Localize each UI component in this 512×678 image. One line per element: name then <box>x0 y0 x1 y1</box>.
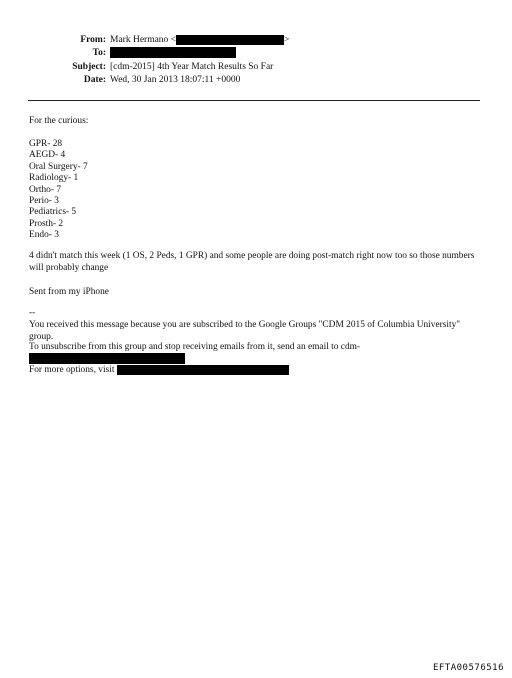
redacted-unsubscribe-address <box>29 353 185 364</box>
to-row <box>26 47 486 60</box>
from-label: From: <box>80 35 106 45</box>
date-value: Wed, 30 Jan 2013 18:07:11 +0000 <box>110 75 241 85</box>
list-item: AEGD- 4 <box>29 150 66 161</box>
subject-label: Subject: <box>72 62 106 72</box>
date-label: Date: <box>83 75 106 85</box>
list-item: Ortho- 7 <box>29 184 62 195</box>
to-label: To: <box>92 48 106 58</box>
groups-notice-text: You received this message because you are subscribed to the Google Groups "CDM 2015 of Columbia University" group. <box>29 320 461 342</box>
redacted-options-url <box>117 365 289 375</box>
note-paragraph <box>29 251 479 274</box>
more-options <box>29 365 479 377</box>
note-text: 4 didn't match this week (1 OS, 2 Peds, 1 GPR) and some people are doing post-match right now too so those numbers will probably change <box>29 251 475 273</box>
list-item: Oral Surgery- 7 <box>29 161 88 172</box>
intro-line: For the curious: <box>29 116 89 126</box>
subject-row <box>26 61 486 74</box>
intro-text <box>29 116 479 128</box>
list-item: Prosth- 2 <box>29 218 64 229</box>
more-options-text: For more options, visit <box>29 365 115 376</box>
results-list <box>29 139 88 242</box>
subject-value: [cdm-2015] 4th Year Match Results So Far <box>110 62 274 72</box>
redacted-sender-email <box>176 35 284 45</box>
list-separator <box>29 308 479 320</box>
unsubscribe-notice <box>29 342 479 354</box>
unsubscribe-text: To unsubscribe from this group and stop receiving emails from it, send an email to cdm- <box>29 342 361 352</box>
list-item: Pediatrics- 5 <box>29 207 77 218</box>
from-value: Mark Hermano < <box>110 35 177 45</box>
groups-notice <box>29 320 479 343</box>
date-row <box>26 74 486 87</box>
redacted-recipient <box>110 47 236 58</box>
list-item: GPR- 28 <box>29 139 63 149</box>
signature <box>29 287 479 299</box>
list-item: Endo- 3 <box>29 230 59 241</box>
list-item: Perio- 3 <box>29 196 59 207</box>
from-close: > <box>284 35 290 45</box>
list-item: Radiology- 1 <box>29 173 79 184</box>
separator-text: -- <box>29 308 36 318</box>
signature-text: Sent from my iPhone <box>29 287 109 297</box>
document-id: EFTA00576516 <box>432 663 504 673</box>
header-divider <box>28 100 480 101</box>
from-row <box>26 34 486 47</box>
